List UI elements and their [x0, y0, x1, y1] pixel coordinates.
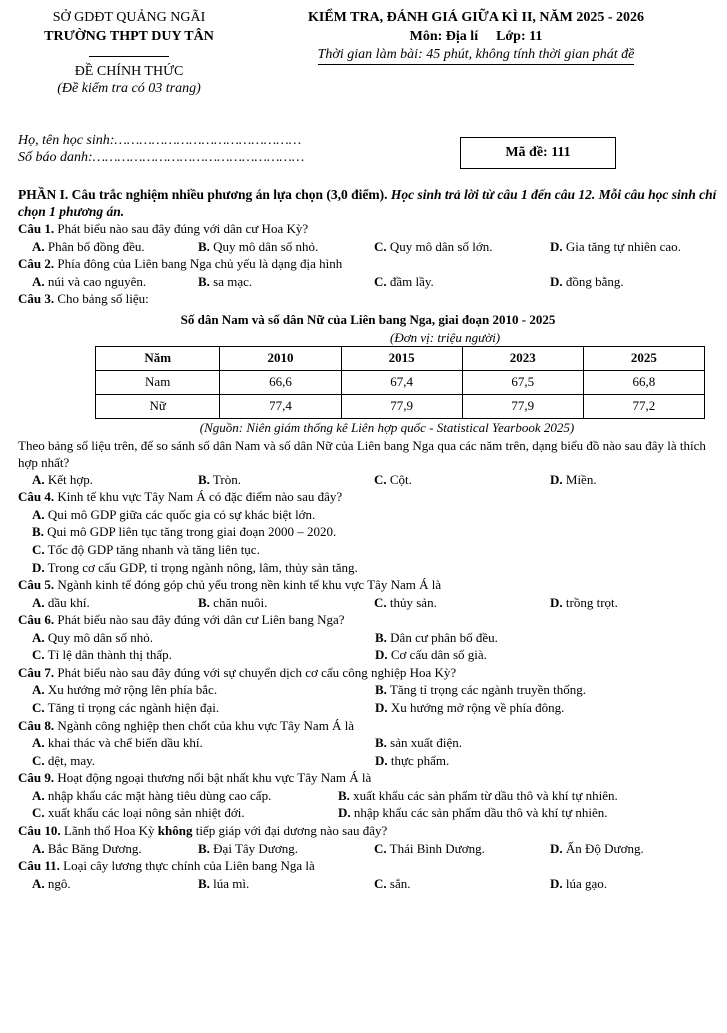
option-key: B. [375, 735, 387, 751]
question-number: Câu 4. [18, 489, 55, 505]
question-number: Câu 7. [18, 664, 55, 680]
option-a[interactable] [32, 840, 198, 858]
question-text: Ngành kinh tế đóng góp chủ yếu trong nền kinh tế khu vực Tây Nam Á là [54, 577, 442, 593]
table-header-cell: 2023 [462, 346, 583, 370]
option-a[interactable] [32, 681, 375, 699]
option-text: thực phẩm. [387, 752, 450, 768]
option-text: sản xuất điện. [386, 735, 463, 751]
option-text: đồng bằng. [562, 273, 624, 289]
option-key: C. [374, 273, 387, 289]
department-name: SỞ GDĐT QUẢNG NGÃI [52, 10, 206, 25]
option-text: Miền. [562, 471, 597, 487]
option-text: ngô. [44, 875, 71, 891]
option-key: A. [32, 594, 45, 610]
question-text: Hoạt động ngoại thương nổi bật nhất khu vực Tây Nam Á là [54, 770, 372, 786]
table-cell: 77,2 [583, 394, 704, 418]
subject-label: Môn: Địa lí [409, 29, 479, 44]
question-number: Câu 9. [18, 770, 55, 786]
option-key: B. [375, 629, 387, 645]
population-table [95, 346, 705, 419]
option-text: Tỉ lệ dân thành thị thấp. [44, 647, 172, 663]
table-header-cell: 2025 [583, 346, 704, 370]
options-row [18, 646, 718, 664]
student-info [18, 132, 304, 166]
option-key: A. [32, 471, 45, 487]
options-row [18, 804, 718, 822]
option-b[interactable] [375, 681, 718, 699]
option-text: Ấn Độ Dương. [562, 840, 644, 856]
option-text: Phân bố đồng đều. [44, 238, 145, 254]
question-number: Câu 5. [18, 577, 55, 593]
official-label: ĐỀ CHÍNH THỨC [74, 64, 184, 79]
option-text: dệt, may. [44, 752, 96, 768]
part-heading [18, 186, 718, 220]
table-cell: 66,6 [220, 370, 341, 394]
option-text: Tăng tỉ trọng các ngành hiện đại. [44, 700, 220, 716]
option-key: B. [32, 524, 44, 540]
option-text: Kết hợp. [44, 471, 94, 487]
option-key: D. [32, 559, 45, 575]
option-key: C. [374, 471, 387, 487]
option-text: Cột. [386, 471, 412, 487]
option-d[interactable] [550, 238, 718, 256]
table-cell: 77,9 [341, 394, 462, 418]
option-c[interactable] [374, 875, 550, 893]
option-c[interactable] [32, 804, 338, 822]
option-key: A. [32, 875, 45, 891]
options-row [18, 840, 718, 858]
option-a[interactable] [32, 238, 198, 256]
option-text: xuất khẩu các sản phẩm từ dầu thô và khí tự nhiên. [349, 787, 618, 803]
option-c[interactable] [374, 471, 550, 489]
option-text: Xu hướng mở rộng về phía đông. [387, 700, 565, 716]
question-number: Câu 10. [18, 823, 61, 838]
school-name: TRƯỜNG THPT DUY TÂN [44, 29, 214, 44]
option-a[interactable] [32, 734, 375, 752]
subject-line [256, 28, 696, 46]
option-a[interactable] [32, 787, 338, 805]
option-d[interactable] [550, 875, 718, 893]
option-d[interactable] [550, 840, 718, 858]
option-c[interactable] [32, 646, 375, 664]
option-c[interactable] [32, 699, 375, 717]
options-row [18, 594, 718, 612]
option-key: C. [32, 752, 45, 768]
question-7 [18, 664, 718, 682]
question-text: Kinh tế khu vực Tây Nam Á có đặc điểm nào sau đây? [54, 489, 343, 505]
option-text: núi và cao nguyên. [44, 273, 147, 289]
option-text: thủy sản. [386, 594, 437, 610]
table-cell: Nam [96, 370, 220, 394]
table-row [96, 394, 705, 418]
question-1 [18, 220, 718, 238]
option-b[interactable] [375, 734, 718, 752]
option-key: B. [198, 840, 210, 856]
option-text: xuất khẩu các loại nông sản nhiệt đới. [44, 805, 245, 821]
option-key: D. [550, 273, 563, 289]
option-key: A. [32, 273, 45, 289]
option-b[interactable] [18, 523, 718, 541]
option-text: Quy mô dân số lớn. [386, 238, 493, 254]
option-c[interactable] [374, 273, 550, 291]
option-text: Quy mô dân số nhỏ. [44, 629, 153, 645]
option-d[interactable] [550, 594, 718, 612]
option-key: C. [32, 700, 45, 716]
option-text: dầu khí. [44, 594, 90, 610]
question-text: Phát biểu nào sau đây đúng với dân cư Liên bang Nga? [54, 612, 345, 628]
option-key: B. [198, 273, 210, 289]
question-text: Phát biểu nào sau đây đúng với dân cư Hoa Kỳ? [54, 221, 309, 236]
option-key: B. [198, 238, 210, 254]
exam-code-box: Mã đề: 111 [460, 137, 616, 169]
option-text: lúa mì. [209, 875, 250, 891]
option-text: Đại Tây Dương. [209, 840, 298, 856]
table-cell: 67,5 [462, 370, 583, 394]
question-8 [18, 717, 718, 735]
question-number: Câu 3. [18, 291, 55, 307]
table-unit: (Đơn vị: triệu người) [390, 329, 501, 345]
options-row [18, 238, 718, 256]
question-text: Cho bảng số liệu: [54, 291, 149, 307]
option-text: lúa gạo. [562, 875, 608, 891]
options-row [18, 681, 718, 699]
time-note: Thời gian làm bài: 45 phút, không tính thời gian phát đề [318, 46, 635, 65]
option-text: Tròn. [209, 471, 241, 487]
option-key: C. [32, 541, 45, 557]
option-d[interactable] [550, 471, 718, 489]
option-key: D. [375, 752, 388, 768]
table-header-cell: 2010 [220, 346, 341, 370]
option-a[interactable] [32, 594, 198, 612]
option-text: Dân cư phân bố đều. [386, 629, 498, 645]
option-key: A. [32, 629, 45, 645]
options-row [18, 699, 718, 717]
option-key: B. [198, 875, 210, 891]
options-row [18, 273, 718, 291]
option-text: Xu hướng mở rộng lên phía bắc. [44, 682, 218, 698]
option-text: Tốc độ GDP tăng nhanh và tăng liên tục. [44, 541, 260, 557]
option-c[interactable] [32, 752, 375, 770]
option-text: Thái Bình Dương. [386, 840, 485, 856]
question-9 [18, 769, 718, 787]
option-b[interactable] [375, 629, 718, 647]
option-key: A. [32, 506, 45, 522]
option-key: A. [32, 238, 45, 254]
part-title: PHẦN I. Câu trắc nghiệm nhiều phương án lựa chọn (3,0 điểm). [18, 187, 388, 202]
table-cell: 66,8 [583, 370, 704, 394]
grade-label: Lớp: 11 [496, 29, 543, 44]
header-right [256, 8, 696, 65]
options-row [18, 787, 718, 805]
option-text: Tăng tỉ trọng các ngành truyền thống. [386, 682, 586, 698]
option-key: B. [338, 787, 350, 803]
question-emphasis: không [157, 823, 193, 838]
option-key: C. [32, 805, 45, 821]
option-key: D. [550, 840, 563, 856]
option-b[interactable] [198, 875, 374, 893]
question-text: Ngành công nghiệp then chốt của khu vực Tây Nam Á là [54, 717, 355, 733]
table-cell: 77,9 [462, 394, 583, 418]
option-key: B. [198, 471, 210, 487]
option-text: khai thác và chế biến dầu khí. [44, 735, 203, 751]
question-4 [18, 488, 718, 506]
options-row [18, 471, 718, 489]
option-d[interactable] [550, 273, 718, 291]
option-b[interactable] [198, 594, 374, 612]
option-a[interactable] [32, 273, 198, 291]
option-a[interactable] [32, 875, 198, 893]
question-5 [18, 576, 718, 594]
option-d[interactable] [375, 699, 718, 717]
table-title: Số dân Nam và số dân Nữ của Liên bang Nga, giai đoạn 2010 - 2025 [180, 311, 556, 327]
option-c[interactable] [18, 541, 718, 559]
table-header-row [96, 346, 705, 370]
question-number: Câu 2. [18, 256, 55, 272]
part-instruction: Học sinh trả lời từ câu 1 đến câu 12. Mỗi câu học sinh chỉ chọn 1 phương án. [18, 187, 717, 219]
option-key: D. [550, 238, 563, 254]
option-b[interactable] [198, 273, 374, 291]
table-header-cell: Năm [96, 346, 220, 370]
question-3 [18, 290, 718, 308]
option-text: đầm lầy. [386, 273, 434, 289]
option-b[interactable] [198, 238, 374, 256]
option-key: C. [32, 647, 45, 663]
question-text: Phát biểu nào sau đây đúng với sự chuyển dịch cơ cấu công nghiệp Hoa Kỳ? [54, 664, 457, 680]
option-key: D. [338, 805, 351, 821]
exam-content [18, 186, 718, 892]
option-key: D. [550, 875, 563, 891]
option-key: A. [32, 787, 45, 803]
question-6 [18, 611, 718, 629]
option-text: nhập khẩu các sản phẩm dầu thô và khí tự nhiên. [350, 805, 608, 821]
header-left [12, 8, 246, 98]
question-number: Câu 6. [18, 612, 55, 628]
question-3-prompt: Theo bảng số liệu trên, để so sánh số dân Nam và số dân Nữ của Liên bang Nga qua các năm trên, dạng biểu đồ nào sau đây là thích hợp nhất? [18, 437, 706, 470]
option-text: Quy mô dân số nhỏ. [209, 238, 319, 254]
option-key: B. [375, 682, 387, 698]
option-c[interactable] [374, 238, 550, 256]
option-text: Qui mô GDP liên tục tăng trong giai đoạn 2000 – 2020. [43, 524, 337, 540]
option-text: Bắc Băng Dương. [44, 840, 142, 856]
question-text: Loại cây lương thực chính của Liên bang Nga là [59, 858, 315, 874]
student-name-line: Họ, tên học sinh:……………………………………… [18, 133, 302, 148]
option-key: D. [550, 471, 563, 487]
option-a[interactable] [32, 629, 375, 647]
options-row [18, 752, 718, 770]
option-text: chăn nuôi. [209, 594, 268, 610]
exam-title: KIỂM TRA, ĐÁNH GIÁ GIỮA KÌ II, NĂM 2025 - 2026 [307, 10, 644, 25]
option-d[interactable] [338, 804, 608, 822]
option-key: A. [32, 735, 45, 751]
option-a[interactable] [32, 471, 198, 489]
option-text: Cơ cấu dân số già. [387, 647, 487, 663]
option-key: D. [375, 647, 388, 663]
question-text: Phía đông của Liên bang Nga chủ yếu là dạng địa hình [54, 256, 343, 272]
options-row [18, 734, 718, 752]
option-d[interactable] [375, 752, 718, 770]
option-c[interactable] [374, 840, 550, 858]
option-key: C. [374, 238, 387, 254]
option-text: Gia tăng tự nhiên cao. [562, 238, 681, 254]
header-divider [89, 56, 169, 57]
question-11 [18, 857, 718, 875]
table-row [96, 370, 705, 394]
option-b[interactable] [338, 787, 618, 805]
option-d[interactable] [375, 646, 718, 664]
option-key: C. [374, 875, 387, 891]
question-10 [18, 822, 718, 840]
question-number: Câu 1. [18, 221, 55, 236]
option-text: sắn. [386, 875, 411, 891]
option-text: Qui mô GDP giữa các quốc gia có sự khác biệt lớn. [44, 506, 316, 522]
options-row [18, 875, 718, 893]
option-d[interactable] [18, 559, 718, 577]
option-text: sa mạc. [209, 273, 253, 289]
table-cell: 77,4 [220, 394, 341, 418]
question-text: Lãnh thổ Hoa Kỳ [60, 823, 158, 838]
options-row [18, 629, 718, 647]
option-key: C. [374, 840, 387, 856]
option-c[interactable] [374, 594, 550, 612]
question-number: Câu 11. [18, 858, 60, 874]
table-header-cell: 2015 [341, 346, 462, 370]
option-key: A. [32, 840, 45, 856]
table-cell: Nữ [96, 394, 220, 418]
option-key: A. [32, 682, 45, 698]
page-count-note: (Đề kiểm tra có 03 trang) [57, 81, 201, 96]
table-source: (Nguồn: Niên giám thống kê Liên hợp quốc - Statistical Yearbook 2025) [199, 419, 575, 435]
option-b[interactable] [198, 840, 374, 858]
question-number: Câu 8. [18, 717, 55, 733]
option-key: D. [550, 594, 563, 610]
option-text: Trong cơ cấu GDP, tỉ trọng ngành nông, lâm, thủy sản tăng. [44, 559, 358, 575]
option-text: trồng trọt. [562, 594, 618, 610]
option-b[interactable] [198, 471, 374, 489]
option-key: D. [375, 700, 388, 716]
question-text: tiếp giáp với đại dương nào sau đây? [192, 823, 388, 838]
option-text: nhập khẩu các mặt hàng tiêu dùng cao cấp. [44, 787, 272, 803]
option-key: C. [374, 594, 387, 610]
option-key: B. [198, 594, 210, 610]
option-a[interactable] [18, 506, 718, 524]
question-2 [18, 255, 718, 273]
table-cell: 67,4 [341, 370, 462, 394]
student-id-line: Số báo danh:…………………………………………… [18, 150, 305, 165]
